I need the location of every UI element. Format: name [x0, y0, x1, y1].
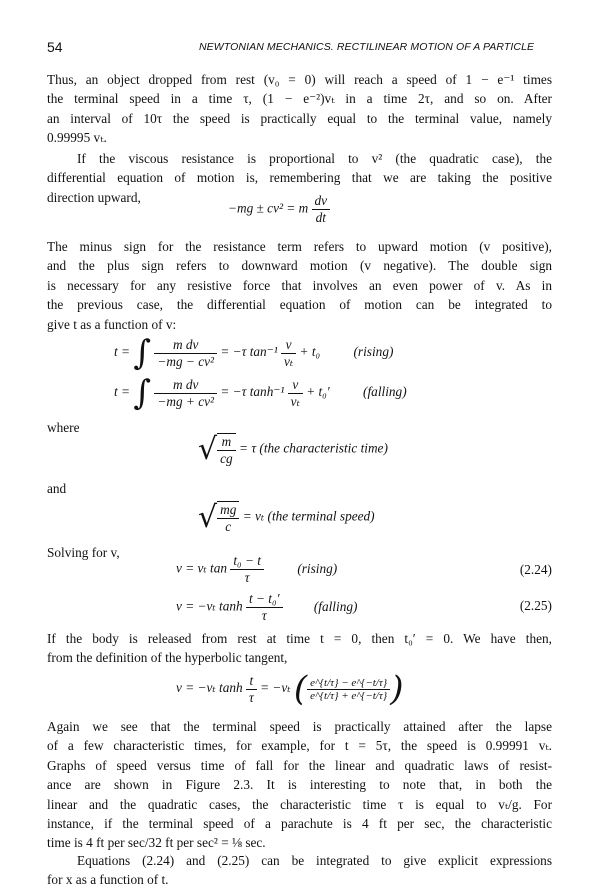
- integral-sign-icon: ∫: [133, 373, 152, 413]
- fraction-numerator: m dv: [172, 376, 199, 392]
- text-line: Thus, an object dropped from rest (v₀ = 0) will reach a speed of 1 − e⁻¹ times: [47, 72, 552, 87]
- equation-rhs: = −vₜ: [260, 680, 291, 696]
- fraction-denominator: τ: [246, 689, 257, 706]
- text-line: linear and the quadratic cases, the characteristic time τ is equal to vₜ/g. For: [47, 796, 552, 812]
- equation-tanh-definition: [176, 669, 404, 709]
- equation-label: (falling): [313, 598, 358, 614]
- fraction-denominator: cg: [217, 450, 236, 467]
- fraction-numerator: v: [292, 376, 299, 392]
- text-line: If the body is released from rest at time t = 0, then t₀′ = 0. We have then,: [47, 631, 552, 646]
- fraction-numerator: mg: [220, 501, 237, 517]
- paragraph-characteristic-times: [47, 717, 552, 853]
- text-line: time is 4 ft per sec/32 ft per sec² = ⅛ sec.: [47, 835, 266, 851]
- fraction-denominator: vₜ: [288, 393, 303, 410]
- paragraph-released-from-rest: [47, 629, 552, 668]
- and-label: and: [47, 481, 67, 496]
- fraction-denominator: dt: [312, 209, 331, 226]
- equation-rhs: = τ (the characteristic time): [239, 440, 388, 456]
- equation-motion: [228, 193, 330, 226]
- text-line: an interval of 10τ the speed is practically equal to the terminal value, namely: [47, 110, 552, 126]
- text-line: the terminal speed in a time τ, (1 − e⁻²)vₜ in a time 2τ, and so on. After: [47, 91, 552, 107]
- text-line: from the definition of the hyperbolic tangent,: [47, 650, 288, 666]
- text-line: direction upward,: [47, 189, 141, 205]
- equation-constant: + t₀′: [306, 384, 330, 400]
- square-root-icon: √: [198, 432, 218, 467]
- fraction-numerator: e^{t/τ} − e^{−t/τ}: [310, 676, 388, 689]
- fraction-numerator: v: [285, 336, 292, 352]
- fraction-numerator: dv: [314, 193, 328, 208]
- text-line: instance, if the terminal speed of a parachute is 4 ft per sec, the characteristic: [47, 816, 552, 832]
- where-label: where: [47, 420, 80, 435]
- equation-2-24: [176, 553, 337, 586]
- fraction-denominator: −mg + cv²: [154, 393, 217, 410]
- fraction-denominator: −mg − cv²: [154, 353, 217, 370]
- equation-characteristic-time: [198, 432, 388, 467]
- text-line: of a few characteristic times, for example, for t = 5τ, the speed is 0.99991 vₜ.: [47, 738, 552, 754]
- fraction-denominator: τ: [230, 569, 264, 586]
- equation-lhs: −mg ± cv² = m: [228, 200, 309, 216]
- text-line: 0.99995 vₜ.: [47, 130, 107, 146]
- equation-lhs: v = −vₜ tanh: [176, 598, 243, 614]
- equation-lhs: v = vₜ tan: [176, 560, 228, 576]
- fraction-denominator: e^{t/τ} + e^{−t/τ}: [307, 689, 390, 702]
- fraction-numerator: m: [221, 433, 232, 449]
- equation-lhs: v = −vₜ tanh: [176, 680, 243, 696]
- equation-2-25: [176, 591, 357, 624]
- text-line: and the plus sign refers to downward motion (v negative). The double sign: [47, 258, 552, 274]
- text-line: differential equation of motion is, remembering that we are taking the positive: [47, 170, 552, 186]
- text-line: for x as a function of t.: [47, 872, 169, 888]
- fraction-numerator: t: [249, 672, 254, 688]
- left-paren-icon: (: [293, 669, 308, 709]
- equation-rhs: = −τ tanh⁻¹: [220, 384, 285, 400]
- equation-number: (2.24): [519, 562, 552, 577]
- fraction-numerator: t − t₀′: [248, 591, 280, 606]
- equation-lhs: t =: [114, 384, 130, 400]
- text-line: ance are shown in Figure 2.3. It is interesting to note that, in both the: [47, 777, 552, 793]
- text-line: Equations (2.24) and (2.25) can be integrated to give explicit expressions: [77, 853, 552, 868]
- paragraph-explicit-expressions: [47, 851, 552, 890]
- paragraph-double-sign: [47, 237, 552, 334]
- square-root-icon: √: [198, 500, 218, 535]
- equation-rhs: = vₜ (the terminal speed): [242, 508, 375, 524]
- text-line: Graphs of speed versus time of fall for the linear and quadratic laws of resist-: [47, 757, 552, 773]
- right-paren-icon: ): [390, 669, 404, 709]
- equation-label: (rising): [297, 560, 338, 576]
- text-line: Again we see that the terminal speed is practically attained after the lapse: [47, 719, 552, 734]
- fraction-denominator: vₜ: [281, 353, 296, 370]
- running-title: NEWTONIAN MECHANICS. RECTILINEAR MOTION OF A PARTICLE: [199, 41, 535, 53]
- equation-lhs: t =: [114, 344, 130, 360]
- text-line: give t as a function of v:: [47, 316, 177, 332]
- equation-terminal-speed: [198, 500, 375, 535]
- equation-label: (falling): [363, 384, 407, 400]
- fraction-numerator: m dv: [172, 336, 199, 352]
- paragraph-terminal-speed: [47, 70, 552, 148]
- equation-integral-rising: [114, 333, 394, 373]
- fraction-denominator: c: [217, 518, 239, 535]
- equation-label: (rising): [353, 344, 394, 360]
- solving-label: Solving for v,: [47, 545, 120, 560]
- equation-rhs: = −τ tan⁻¹: [220, 344, 278, 360]
- page-number: 54: [47, 39, 63, 55]
- equation-constant: + t₀: [299, 344, 321, 360]
- text-line: the previous case, the differential equation of motion can be integrated to: [47, 297, 552, 313]
- integral-sign-icon: ∫: [133, 333, 152, 373]
- equation-integral-falling: [114, 373, 407, 413]
- equation-number: (2.25): [519, 598, 552, 613]
- page-header: [47, 39, 551, 57]
- fraction-numerator: t₀ − t: [233, 553, 261, 568]
- text-line: If the viscous resistance is proportional to v² (the quadratic case), the: [77, 151, 552, 166]
- fraction-denominator: τ: [246, 607, 283, 624]
- text-line: is necessary for any resistive force that involves an even power of v. As in: [47, 277, 552, 293]
- text-line: The minus sign for the resistance term refers to upward motion (v positive),: [47, 239, 552, 254]
